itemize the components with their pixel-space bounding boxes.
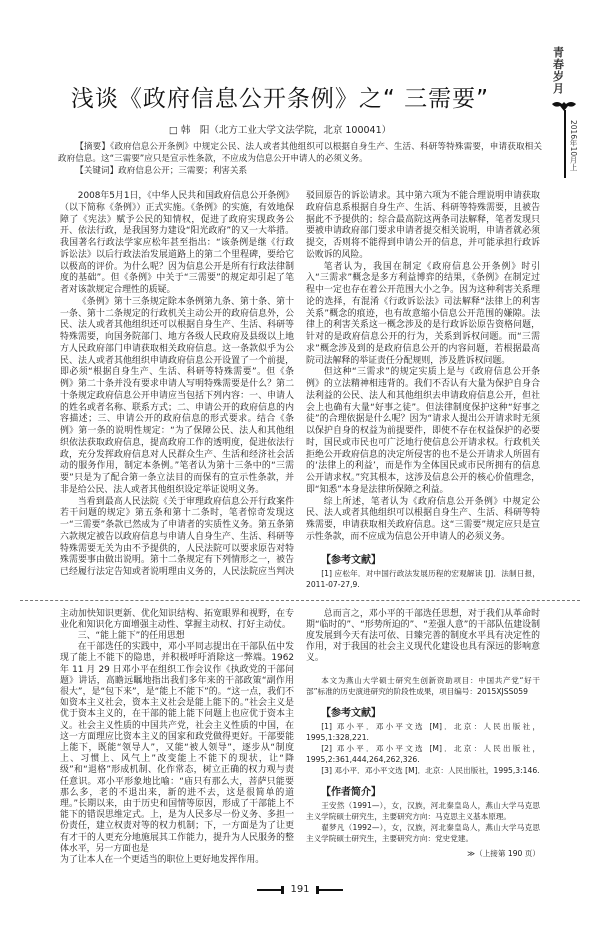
paragraph: 但这种“三需求”的规定实质上是与《政府信息公开条例》的立法精神相违背的。我们不否认有大量为保护自身合法利益的公民、法人和其他组织去申请政府信息公开，但社会上也确有大量“好事之徒”。但法律制度保护这种“好事之徒”的合理依据是什么呢？因为“请求人提出公开请求时无须以保护自身的权益为前提要件，即使不存在权益保护的必要时，国民或市民也可广泛地行使信息公开请求权。行政机关拒绝公开政府信息的决定所侵害的也不是公开请求人所固有的‘法律上的利益’，而是作为全体国民或市民所拥有的信息公开请求权。”究其根本，这涉及信息公开的核心价值理念，即“知悉”本身是法律所保障之利益。 — [306, 367, 540, 495]
paragraph: 为了让本人在一个更适当的职位上更好地发挥作用。 — [60, 854, 265, 865]
continued-from-note — [306, 848, 540, 859]
article-columns — [60, 191, 540, 590]
paragraph: 总而言之，邓小平的干部选任思想，对于我们从革命时期“临时的”、“形势所迫的”、“差强人意”的干部队伍建设制度发展到今天有法可依、日臻完善的制度水平具有决定性的作用，对于我国的社会主义现代化建设也具有深远的影响意义。 — [306, 608, 540, 664]
continued-from-text: （上接第 190 页） — [475, 848, 540, 858]
author-bio-heading: 【作者简介】 — [321, 786, 381, 798]
paragraph: 主动加快知识更新、优化知识结构、拓宽眼界和视野，在专业化和知识化方面增强主动性、掌握主动权、打好主动仗。 — [60, 608, 294, 630]
author-bio: 翟梦凡（1992—），女，汉族，河北秦皇岛人，燕山大学马克思主义学院硕士研究生，主要研究方向：党史党建。 — [306, 822, 540, 843]
abstract-block — [58, 141, 542, 177]
references-heading: 【参考文献】 — [321, 707, 381, 719]
author-line: □ 韩 阳（北方工业大学文法学院，北京 100041） — [168, 125, 392, 136]
keywords: 【关键词】政府信息公开；三需要；利害关系 — [75, 166, 248, 176]
paragraph: 当看到最高人民法院《关于审理政府信息公开行政案件若干问题的规定》第五条和第十二条时，笔者惊奇发现这一“三需要”条款已然成为了申请者的实质性义务。第五条第六款规定被告以政府信息与申请人自身生产、生活、科研等特殊需要无关为由不予提供的，人民法院可以要求原告对特殊需要事由做出说明。第十二条规定有下列情形之一，被告已经履行法定告知或者说明理由义务的，人民法院应当判决驳回原告的诉讼请求。其中第六项为不能合理说明申请获取政府信息系根据自身生产、生活、科研等特殊需要，且被告据此不予提供的；综合最高院这两条司法解释，笔者发现只要被申请政府部门要求申请者提交相关说明，申请者就必须提交，否则将不能得到申请公开的信息，并可能承担行政诉讼败诉的风险。 — [60, 191, 540, 577]
paragraph: 在干部选任的实践中，邓小平同志提出在干部队伍中发现了能上不能下的隐患，并积极呼吁消除这一弊端。1962 年 11 月 29 日邓小平在组织工作会议作《执政党的干部问题》讲话，高瞻远瞩地指出我们多年来的干部政策“副作用很大”，是“包下来”，是“能上不能下”的。“这一点，我们不如资本主义社会，资本主义社会是能上能下的。”社会主义是优于资本主义的，在干部的能上能下问题上也应优于资本主义。社会主义性质的中国共产党，社会主义性质的中国，在这一方面理应比资本主义的国家和政党做得更好。干部要能上能下，既能“领导人”，又能“被人领导”，逐步从“制度上、习惯上、风气上”改变能上不能下的现状，让“降级”和“退格”形成机制、化作常态，树立正确的权力观与责任意识。邓小平形象地比喻：“庙只有那么大，菩萨只能要那么多，老的不退出来，新的进不去，这是很简单的道理。”长期以来，由于历史和国情等原因，形成了干部能上不能下的错误思维定式。上，是为人民多尽一份义务、多担一份责任，建立权责对等的权力机制；下，一方面是为了让更有才干的人更充分地施展其工作能力，提升为人民服务的整体水平，另一方面也是 — [60, 642, 294, 854]
reference-item: [1] 应松年．对中国行政法发展历程的宏观解读 [J]．法制日报，2011-07-27,9. — [306, 568, 540, 589]
continued-columns — [60, 609, 540, 867]
page-bar-left — [257, 889, 281, 891]
double-chevron-icon: ≫ — [467, 848, 476, 858]
references-heading: 【参考文献】 — [321, 554, 381, 566]
section-heading: 三、“能上能下”的任用思想 — [77, 630, 185, 641]
paragraph: 笔者认为，我国在制定《政府信息公开条例》时引入“三需求”概念是多方利益博弈的结果，《条例》在制定过程中一定也存在着公开范围大小之争。因为这种利害关系理论的选择，有混淆《行政诉讼法》司法解释“法律上的利害关系”概念的痕迹，也有故意缩小信息公开范围的嫌隙。法律上的利害关系这一概念涉及的是行政诉讼原告资格问题，针对的是政府信息公开的行为，关系到诉权问题。而“三需求”概念涉及到的是政府信息公开的内容问题，若根据最高院司法解释的举证责任分配规则，涉及胜诉权问题。 — [306, 261, 540, 366]
funding-note: 本文为燕山大学硕士研究生创新资助项目：中国共产党“好干部”标准的历史演进研究的阶段性成果，项目编号：2015XJSS059 — [306, 675, 540, 696]
abstract: 【摘要】《政府信息公开条例》中规定公民、法人或者其他组织可以根据自身生产、生活、科研等特殊需要，申请获取相关政府信息。这“三需要”应只是宣示性条款，不应成为信息公开申请人的必须义务。 — [58, 142, 542, 164]
section-divider — [20, 600, 580, 601]
page-number: 191 — [290, 884, 310, 896]
article-title: 浅谈《政府信息公开条例》之“ 三需要” — [70, 86, 490, 112]
reference-item: [3] 邓小平．邓小平文选 [M]．北京：人民出版社，1995,3:146. — [321, 765, 540, 775]
paragraph: 2008年5月1日，《中华人民共和国政府信息公开条例》（以下简称《条例》）正式实施。《条例》的实施，有效地保障了《宪法》赋予公民的知情权，促进了政府实现政务公开、依法行政，是我国努力建设“阳光政府”的又一大举措。我国著名行政法学家应松年甚至指出：“该条例是继《行政诉讼法》以后行政法治发展道路上的第二个里程碑，要给它以极高的评价。为什么呢？因为信息公开是所有行政法律制度的基础”。但《条例》中关于“三需要”的规定却引起了笔者对该款规定合理性的质疑。 — [60, 191, 294, 295]
page-bar-right — [319, 889, 343, 891]
journal-name: 青春岁月 — [553, 46, 564, 95]
reference-item: [1] 邓小平．邓小平文选 [M]．北京：人民出版社，1995,1:328,221. — [306, 721, 540, 742]
reference-item: [2] 邓小平．邓小平文选 [M]．北京：人民出版社，1995,2:361,444,264,262,326. — [306, 743, 540, 764]
issue-date: 2016年10月上 — [569, 120, 578, 172]
paragraph: 综上所述，笔者认为《政府信息公开条例》中规定公民、法人或者其他组织可以根据自身生产、生活、科研等特殊需要，申请获取相关政府信息。这“三需要”规定应只是宣示性条款，而不应成为信息公开申请人的必须义务。 — [306, 496, 540, 542]
page-footer — [0, 884, 600, 896]
paragraph: 《条例》第十三条规定除本条例第九条、第十条、第十一条、第十二条规定的行政机关主动公开的政府信息外，公民、法人或者其他组织还可以根据自身生产、生活、科研等特殊需要，向国务院部门、地方各级人民政府及县级以上地方人民政府部门申请获取相关政府信息。这一条款似乎为公民、法人或者其他组织申请政府信息公开设置了一个前提，即必须“根据自身生产、生活、科研等特殊需要”。但《条例》第二十条并没有要求申请人写明特殊需要是什么？第二十条规定政府信息公开申请应当包括下列内容：一、申请人的姓名或者名称、联系方式；二、申请公开的政府信息的内容描述；三、申请公开的政府信息的形式要求。结合《条例》第一条的说明性规定：“为了保障公民、法人和其他组织依法获取政府信息，提高政府工作的透明度，促进依法行政，充分发挥政府信息对人民群众生产、生活和经济社会活动的服务作用，制定本条例。”笔者认为第十三条中的“三需要”只是为了配合第一条立法目的而保有的宣示性条款，并非是给公民、法人或者其他组织设定举证说明义务。 — [60, 296, 294, 495]
author-bio: 王安然（1991—），女，汉族，河北秦皇岛人，燕山大学马克思主义学院硕士研究生，主要研究方向：马克思主义基本原理。 — [306, 800, 540, 821]
